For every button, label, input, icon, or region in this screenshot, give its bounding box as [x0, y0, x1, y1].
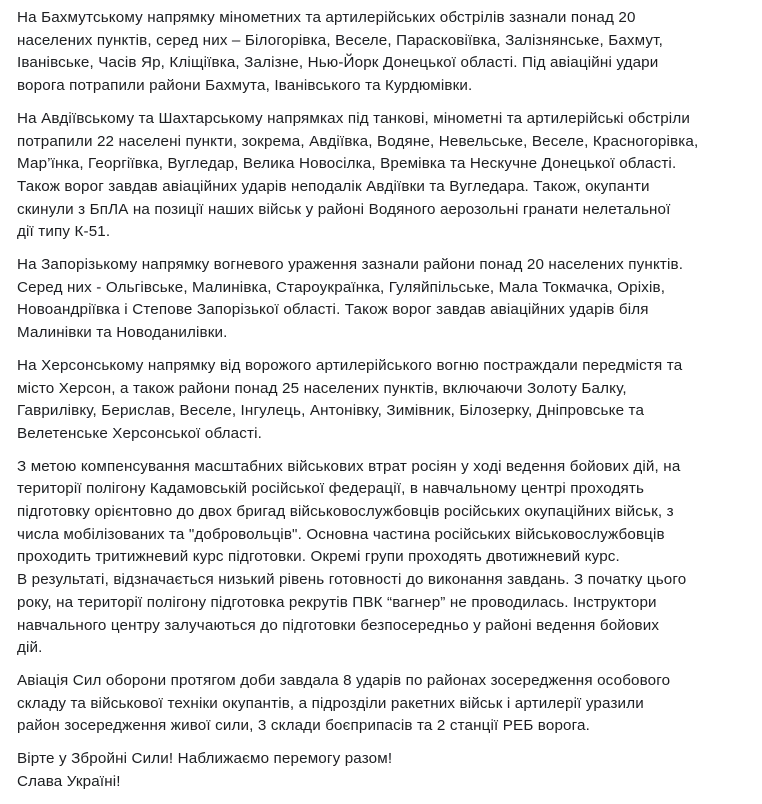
text-line: На Херсонському напрямку від ворожого артилерійського вогню постраждали передмістя та — [17, 356, 683, 374]
paragraph-kadamovsky-training — [17, 456, 762, 660]
text-line: Авіація Сил оборони протягом доби завдала 8 ударів по районах зосередження особового — [17, 671, 671, 689]
text-line: Слава Україні! — [17, 772, 121, 790]
text-line: Малинівки та Новоданилівки. — [17, 324, 228, 342]
paragraph-avdiivka — [17, 108, 762, 244]
paragraph-aviation-strikes — [17, 670, 762, 738]
text-line: З метою компенсування масштабних військових втрат росіян у ході ведення бойових дій, на — [17, 457, 681, 475]
paragraph-bakhmut — [17, 7, 762, 98]
text-line: потрапили 22 населені пункти, зокрема, Авдіївка, Водяне, Невельське, Веселе, Красногорівка, — [17, 132, 699, 150]
text-line: території полігону Кадамовській російської федерації, в навчальному центрі проходять — [17, 480, 645, 498]
text-line: складу та військової техніки окупантів, а підрозділи ракетних військ і артилерії уразили — [17, 694, 644, 712]
text-line: Серед них - Ольгівське, Малинівка, Староукраїнка, Гуляйпільське, Мала Токмачка, Оріхів, — [17, 278, 666, 296]
paragraph-zaporizhzhia — [17, 254, 762, 345]
text-line: дії типу К-51. — [17, 223, 111, 241]
text-line: Іванівське, Часів Яр, Кліщіївка, Залізне, Нью-Йорк Донецької області. Під авіаційні удари — [17, 54, 659, 72]
text-line: числа мобілізованих та "добровольців". Основна частина російських військовослужбовців — [17, 525, 665, 543]
text-line: Велетенське Херсонської області. — [17, 424, 263, 442]
text-line: місто Херсон, а також райони понад 25 населених пунктів, включаючи Золоту Балку, — [17, 379, 627, 397]
text-line: На Бахмутському напрямку мінометних та артилерійських обстрілів зазнали понад 20 — [17, 9, 636, 26]
text-line: Також ворог завдав авіаційних ударів неподалік Авдіївки та Вугледара. Також, окупанти — [17, 177, 650, 195]
text-line: Вірте у Збройні Сили! Наближаємо перемогу разом! — [17, 750, 393, 768]
text-line: навчального центру залучаються до підготовки безпосередньо у районі ведення бойових — [17, 616, 660, 634]
text-line: проходить тритижневий курс підготовки. Окремі групи проходять двотижневий курс. — [17, 548, 620, 566]
text-line: Мар’їнка, Георгіївка, Вугледар, Велика Новосілка, Времівка та Нескучне Донецької області. — [17, 155, 677, 173]
text-line: В результаті, відзначається низький рівень готовності до виконання завдань. З початку цього — [17, 571, 687, 589]
text-line: Новоандріївка і Степове Запорізької області. Також ворог завдав авіаційних ударів біля — [17, 301, 649, 319]
text-line: ворога потрапили райони Бахмута, Іванівського та Курдюмівки. — [17, 77, 473, 95]
paragraph-kherson — [17, 355, 762, 446]
text-line: Гаврилівку, Берислав, Веселе, Інгулець, Антонівку, Зимівник, Білозерку, Дніпровське та — [17, 402, 645, 420]
text-line: року, на території полігону підготовка рекрутів ПВК “вагнер” не проводилась. Інструктори — [17, 593, 657, 611]
text-line: На Авдіївському та Шахтарському напрямках під танкові, мінометні та артилерійські обстріли — [17, 109, 690, 127]
text-line: район зосередження живої сили, 3 склади боєприпасів та 2 станції РЕБ ворога. — [17, 717, 590, 735]
text-line: скинули з БпЛА на позиції наших військ у районі Водяного аерозольні гранати нелетальної — [17, 200, 671, 218]
text-line: підготовку орієнтовно до двох бригад військовослужбовців російських окупаційних військ, з — [17, 503, 674, 521]
text-line: На Запорізькому напрямку вогневого ураження зазнали райони понад 20 населених пунктів. — [17, 256, 684, 274]
text-line: населених пунктів, серед них – Білогорівка, Веселе, Парасковіївка, Залізнянське, Бахмут, — [17, 31, 663, 49]
text-line: дій. — [17, 639, 43, 657]
paragraph-closing — [17, 748, 762, 793]
